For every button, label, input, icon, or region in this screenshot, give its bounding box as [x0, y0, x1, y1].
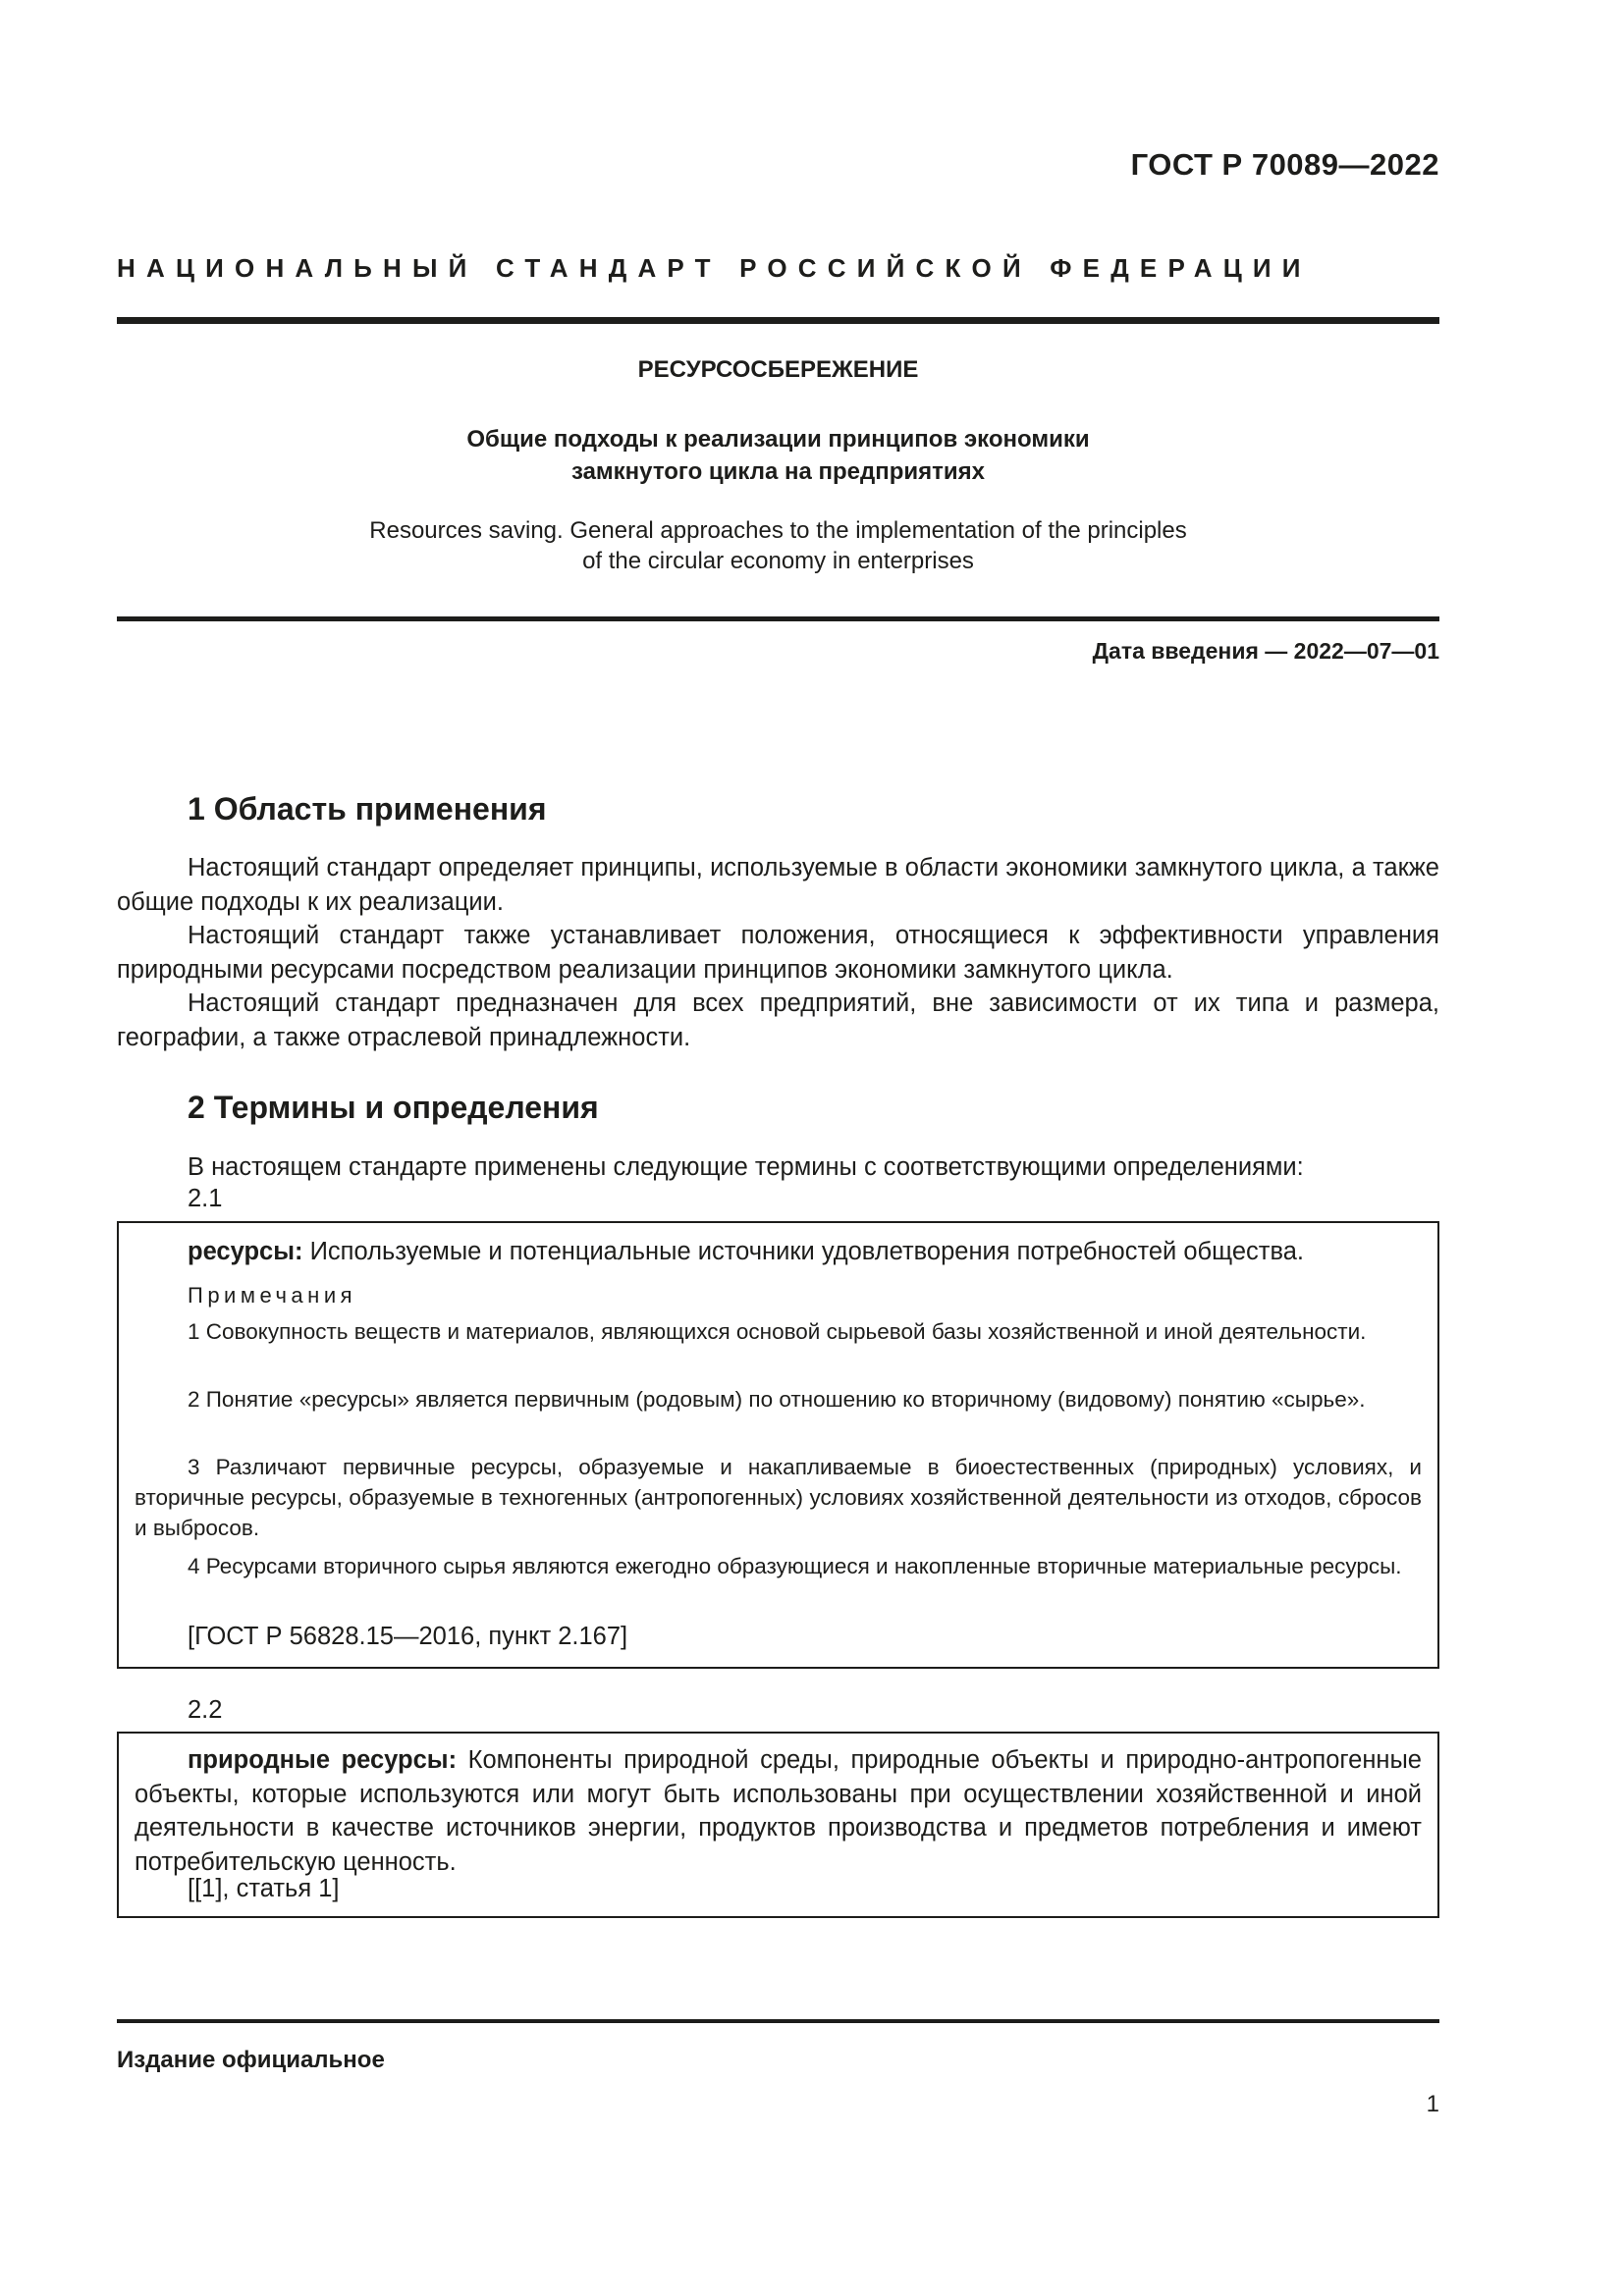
- term-name: ресурсы:: [188, 1238, 303, 1265]
- term-box-2-1: [117, 1221, 1439, 1669]
- english-title: [117, 515, 1439, 576]
- note-4: 4 Ресурсами вторичного сырья являются ежегодно образующиеся и накопленные вторичные материальные ресурсы.: [188, 1554, 1402, 1578]
- note-1: 1 Совокупность веществ и материалов, являющихся основой сырьевой базы хозяйственной и иной деятельности.: [188, 1319, 1367, 1344]
- term-definition-2-1: ресурсы: Используемые и потенциальные источники удовлетворения потребностей общества.: [188, 1238, 1304, 1265]
- document-code: ГОСТ Р 70089—2022: [1130, 147, 1439, 182]
- document-title: РЕСУРСОСБЕРЕЖЕНИЕ: [637, 356, 919, 383]
- section-1-paragraph-3: Настоящий стандарт предназначен для всех предприятий, вне зависимости от их типа и размера, географии, а также отраслевой принадлежности.: [117, 989, 1439, 1051]
- english-title-line-1: Resources saving. General approaches to the implementation of the principles: [369, 517, 1187, 544]
- page-number: 1: [1426, 2091, 1439, 2117]
- standard-banner: НАЦИОНАЛЬНЫЙ СТАНДАРТ РОССИЙСКОЙ ФЕДЕРАЦИИ: [117, 253, 1312, 283]
- header-rule: [117, 317, 1439, 324]
- note-2: 2 Понятие «ресурсы» является первичным (родовым) по отношению ко вторичному (видовому) понятию «сырье».: [188, 1387, 1366, 1412]
- note-3: 3 Различают первичные ресурсы, образуемые и накапливаемые в биоестественных (природных) условиях, и вторичные ресурсы, образуемые в техногенных (антропогенных) условиях хозяйственной деятельности из отходов, сбросов и выбросов.: [135, 1455, 1422, 1540]
- term-source-2-1: [ГОСТ Р 56828.15—2016, пункт 2.167]: [188, 1623, 628, 1650]
- subtitle-line-1: Общие подходы к реализации принципов экономики: [466, 426, 1090, 453]
- term-box-2-2: [117, 1732, 1439, 1918]
- clause-2-1-number: 2.1: [188, 1185, 223, 1212]
- subtitle-line-2: замкнутого цикла на предприятиях: [570, 458, 986, 485]
- section-1-paragraph-1: Настоящий стандарт определяет принципы, используемые в области экономики замкнутого цикла, а также общие подходы к их реализации.: [117, 854, 1439, 916]
- term-definition-2-2: природные ресурсы: Компоненты природной среды, природные объекты и природно-антропогенные объекты, которые используются или могут быть использованы при осуществлении хозяйственной и иной деятельности в качестве источников энергии, продуктов производства и предметов потребления и имеют потребительскую ценность.: [135, 1746, 1422, 1876]
- section-1-paragraph-2: Настоящий стандарт также устанавливает положения, относящиеся к эффективности управления природными ресурсами посредством реализации принципов экономики замкнутого цикла.: [117, 922, 1439, 984]
- document-subtitle: [117, 423, 1439, 488]
- english-title-line-2: of the circular economy in enterprises: [582, 548, 974, 574]
- term-source-2-2: [[1], статья 1]: [188, 1875, 340, 1902]
- section-2-heading: 2 Термины и определения: [188, 1090, 599, 1125]
- title-rule: [117, 616, 1439, 621]
- introduction-date: Дата введения — 2022—07—01: [1092, 638, 1439, 664]
- footer-rule: [117, 2019, 1439, 2023]
- official-edition-label: Издание официальное: [117, 2047, 385, 2073]
- section-2-intro: В настоящем стандарте применены следующие термины с соответствующими определениями:: [188, 1153, 1304, 1181]
- term-name: природные ресурсы:: [188, 1746, 458, 1774]
- clause-2-2-number: 2.2: [188, 1696, 223, 1724]
- section-1-heading: 1 Область применения: [188, 791, 547, 827]
- notes-title: Примечания: [188, 1283, 357, 1308]
